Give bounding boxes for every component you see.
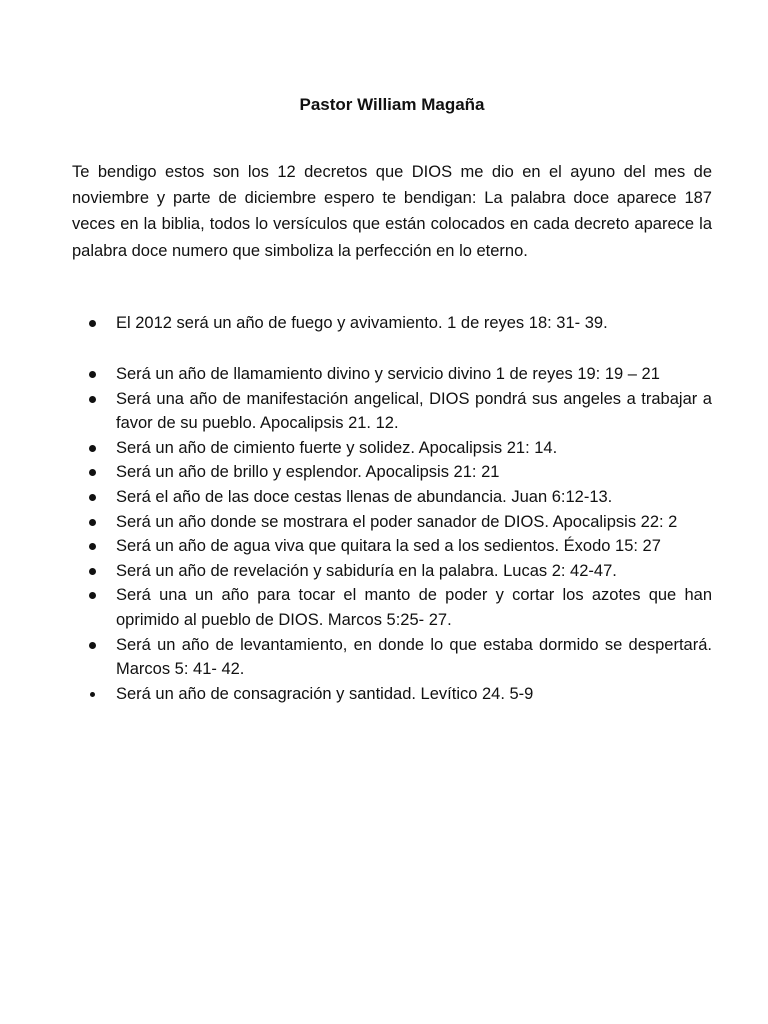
decree-list	[72, 362, 712, 706]
decree-text: Será un año de brillo y esplendor. Apocalipsis 21: 21	[116, 463, 500, 482]
bullet-icon	[89, 592, 96, 599]
list-item	[72, 485, 712, 510]
list-item	[72, 633, 712, 682]
list-item	[72, 460, 712, 485]
decree-text: Será el año de las doce cestas llenas de abundancia. Juan 6:12-13.	[116, 487, 613, 506]
list-item	[72, 682, 712, 707]
bullet-icon	[89, 568, 96, 575]
bullet-icon	[89, 371, 96, 378]
bullet-icon	[89, 445, 96, 452]
intro-paragraph: Te bendigo estos son los 12 decretos que DIOS me dio en el ayuno del mes de noviembre y parte de diciembre espero te bendigan: La palabra doce aparece 187 veces en la biblia, todos lo versículos que están colocados en cada decreto aparece la palabra doce numero que simboliza la perfección en lo eterno.	[72, 163, 712, 260]
first-decree-list	[72, 311, 712, 336]
decree-text: Será un año de llamamiento divino y servicio divino 1 de reyes 19: 19 – 21	[116, 365, 660, 383]
decree-text: Será un año de revelación y sabiduría en la palabra. Lucas 2: 42-47.	[116, 561, 617, 580]
list-item	[72, 362, 712, 387]
list-item	[72, 510, 712, 535]
list-item	[72, 559, 712, 584]
decree-text: Será un año de agua viva que quitara la sed a los sedientos. Éxodo 15: 27	[116, 537, 661, 556]
bullet-icon	[89, 469, 96, 476]
bullet-icon	[89, 519, 96, 526]
decree-text: Será un año de consagración y santidad. Levítico 24. 5-9	[116, 684, 534, 703]
bullet-icon	[89, 642, 96, 649]
bullet-icon	[89, 320, 96, 327]
list-item	[72, 311, 712, 336]
decree-text: Será una año de manifestación angelical, DIOS pondrá sus angeles a trabajar a favor de su pueblo. Apocalipsis 21. 12.	[116, 389, 712, 433]
bullet-icon	[90, 692, 95, 697]
decree-text: El 2012 será un año de fuego y avivamiento. 1 de reyes 18: 31- 39.	[116, 314, 608, 332]
decree-text: Será un año donde se mostrara el poder sanador de DIOS. Apocalipsis 22: 2	[116, 512, 678, 531]
list-item	[72, 534, 712, 559]
list-item	[72, 436, 712, 461]
decree-text: Será un año de levantamiento, en donde lo que estaba dormido se despertará. Marcos 5: 41- 42.	[116, 635, 712, 679]
bullet-icon	[89, 494, 96, 501]
list-item	[72, 583, 712, 632]
bullet-icon	[89, 396, 96, 403]
decree-text: Será una un año para tocar el manto de poder y cortar los azotes que han oprimido al pueblo de DIOS. Marcos 5:25- 27.	[116, 586, 712, 629]
list-item	[72, 387, 712, 436]
bullet-icon	[89, 543, 96, 550]
decree-text: Será un año de cimiento fuerte y solidez. Apocalipsis 21: 14.	[116, 438, 558, 457]
document-title: Pastor William Magaña	[299, 95, 485, 114]
